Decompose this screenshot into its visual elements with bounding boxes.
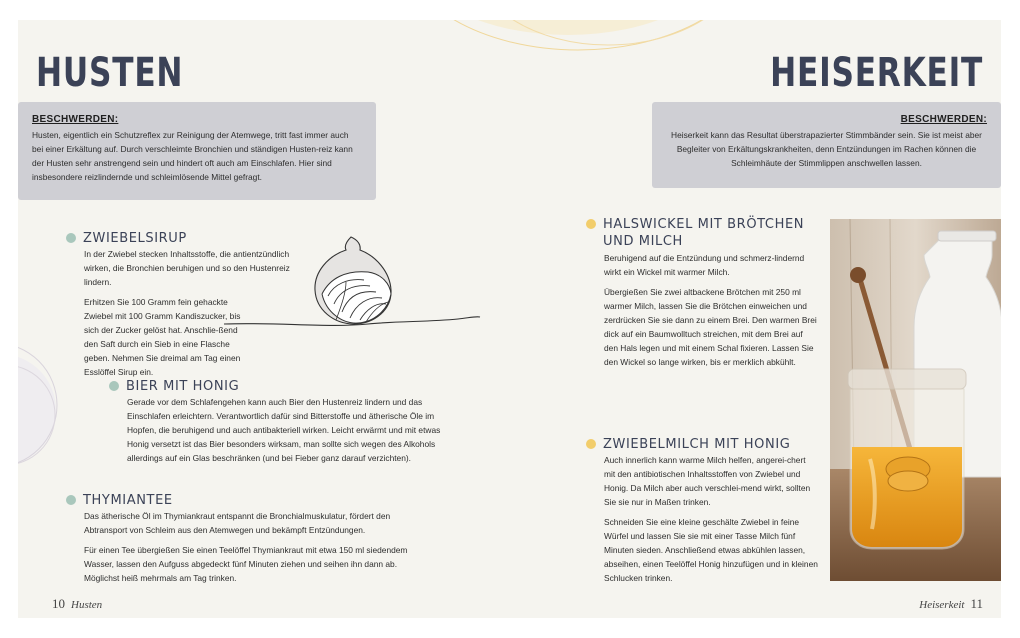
section-heading-zwiebelsirup (66, 230, 187, 247)
paragraph: Schneiden Sie eine kleine geschälte Zwiebel in feine Würfel und lassen Sie sie mit einer Tasse Milch fünf Minuten sieden. Anschließend etwas abkühlen lassen, abseihen, einen Teelöffel Honig hinzufügen und in kleinen Schlucken trinken. (604, 517, 818, 583)
bullet-dot (586, 439, 596, 449)
complaints-box-husten (18, 102, 376, 200)
heading-text: BIER MIT HONIG (126, 379, 240, 394)
section-text-thymiantee (84, 509, 429, 591)
paragraph: Beruhigend auf die Entzündung und schmerz-lindernd wirkt ein Wickel mit warmer Milch. (604, 253, 805, 277)
paragraph: Erhitzen Sie 100 Gramm fein gehackte Zwiebel mit 100 Gramm Kandiszucker, bis sich der Zucker gelöst hat. Anschlie-ßend den Saft durch ein Sieb in eine Flasche geben. Nehmen Sie dreimal am Tag einen Esslöffel Sirup ein. (84, 297, 241, 377)
paragraph: In der Zwiebel stecken Inhaltsstoffe, die antientzündlich wirken, die Bronchien beruhigen und so den Hustenreiz lindern. (84, 249, 290, 287)
section-text-zwiebelmilch (604, 453, 818, 591)
complaints-label: BESCHWERDEN: (900, 114, 987, 125)
footer-left (52, 596, 102, 612)
decorative-circles-left (18, 310, 70, 520)
decorative-circles-top (378, 20, 778, 70)
page-title-husten: HUSTEN (36, 50, 184, 96)
heading-text: ZWIEBELMILCH MIT HONIG (603, 437, 791, 452)
bullet-dot (586, 219, 596, 229)
section-text-halswickel (604, 251, 818, 375)
paragraph: Für einen Tee übergießen Sie einen Teelöffel Thymiankraut mit etwa 150 ml siedendem Wasser, lassen den Aufguss abgedeckt fünf Minuten ziehen und seihen ihn dann ab. Möglichst heiß mehrmals am Tag trinken. (84, 545, 408, 583)
heading-text: THYMIANTEE (83, 493, 173, 508)
bullet-dot (66, 233, 76, 243)
heading-text: ZWIEBELSIRUP (83, 231, 187, 246)
book-spread (18, 20, 1001, 618)
bullet-dot (66, 495, 76, 505)
complaints-label: BESCHWERDEN: (32, 114, 119, 125)
bullet-dot (109, 381, 119, 391)
footer-label: Heiserkeit (919, 599, 965, 611)
page-title-heiserkeit: HEISERKEIT (769, 50, 983, 96)
paragraph: Das ätherische Öl im Thymiankraut entspannt die Bronchialmuskulatur, fördert den Abtransport von Schleim aus den Atemwegen und bekämpft Entzündungen. (84, 511, 391, 535)
complaints-text: Husten, eigentlich ein Schutzreflex zur Reinigung der Atemwege, tritt fast immer auch bei einer Erkältung auf. Durch verschleimte Bronchien und ständigen Husten-reiz kann der Husten sehr anstrengend sein und hindert oft auch am Einschlafen. Hier sind insbesondere reizlindernde und schleimlösende Mittel gefragt. (32, 130, 353, 182)
paragraph: Auch innerlich kann warme Milch helfen, angerei-chert mit den antibiotischen Inhaltsstoffen von Zwiebel und Honig. Da Milch aber auch verschlei-mend wirkt, sollten Sie sie nur in Maßen trinken. (604, 455, 811, 507)
complaints-box-heiserkeit (652, 102, 1001, 188)
section-heading-zwiebelmilch (586, 436, 790, 453)
honey-milk-photo (830, 219, 1001, 581)
complaints-text: Heiserkeit kann das Resultat überstrapazierter Stimmbänder sein. Sie ist meist aber Begleiter von Erkältungskrankheiten, denn Entzündungen im Rachen können die Schleimhäute der Stimmlippen anschwellen lassen. (671, 130, 982, 168)
page-number: 11 (970, 596, 983, 611)
onion-illustration (218, 232, 488, 342)
section-heading-bier-mit-honig (109, 378, 239, 395)
footer-right (919, 596, 983, 612)
section-heading-thymiantee (66, 492, 173, 509)
paragraph: Übergießen Sie zwei altbackene Brötchen mit 250 ml warmer Milch, lassen Sie die Brötchen einweichen und zerdrücken Sie sie dann zu einem Brei. Den warmen Brei dick auf ein Baumwolltuch streichen, mit dem Brei auf den Hals legen und mit einem Schal fixieren. Lassen Sie den Wickel so lange wirken, bis er merklich abkühlt. (604, 287, 817, 367)
paragraph: Gerade vor dem Schlafengehen kann auch Bier den Hustenreiz lindern und das Einschlafen erleichtern. Verantwortlich dafür sind Bitterstoffe und ätherische Öle im Hopfen, die beruhigend und auch antibakteriell wirken. Leicht erwärmt und mit etwas Honig versetzt ist das Bier besonders wirksam, man sollte sich wegen des Alkohols allerdings auf ein Glas beschränken (und bei Fieber ganz darauf verzichten). (127, 397, 441, 463)
footer-label: Husten (71, 599, 103, 611)
page-number: 10 (52, 596, 65, 611)
heading-text: HALSWICKEL MIT BRÖTCHEN UND MILCH (603, 217, 805, 249)
section-heading-halswickel (586, 216, 816, 250)
section-text-bier-mit-honig (127, 395, 452, 471)
